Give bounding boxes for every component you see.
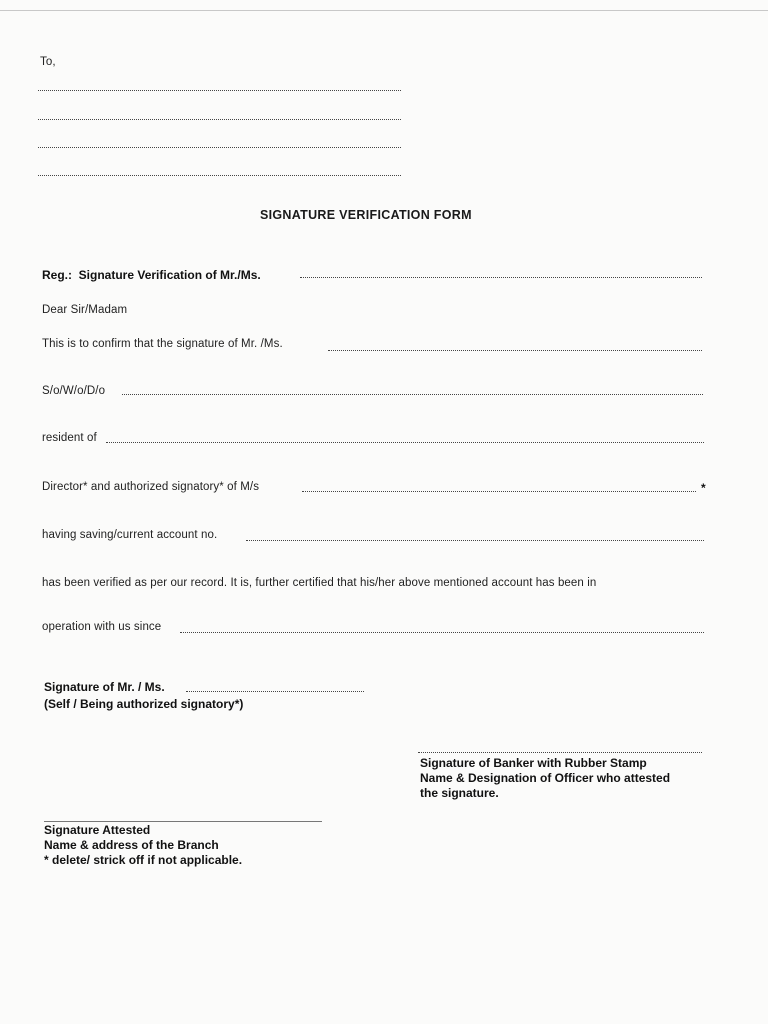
banker-line-1: Signature of Banker with Rubber Stamp (420, 756, 647, 770)
verified-text: has been verified as per our record. It is, further certified that his/her above mentioned account has been in (42, 577, 597, 589)
attested-line-3: * delete/ strick off if not applicable. (44, 853, 243, 867)
operation-since-field[interactable] (180, 632, 704, 633)
reg-name-field[interactable] (300, 277, 702, 278)
confirm-name-field[interactable] (328, 350, 702, 351)
signature-label: Signature of Mr. / Ms. (44, 680, 165, 694)
relation-label: S/o/W/o/D/o (42, 385, 106, 397)
attested-line-1: Signature Attested (44, 823, 151, 837)
attested-signature-line[interactable] (44, 821, 322, 822)
address-line-3[interactable] (38, 147, 401, 148)
attested-block (44, 823, 242, 868)
company-name-field[interactable] (302, 491, 696, 492)
banker-line-2: Name & Designation of Officer who attested (420, 771, 671, 785)
form-title: SIGNATURE VERIFICATION FORM (260, 208, 472, 222)
account-label: having saving/current account no. (42, 529, 218, 541)
salutation: Dear Sir/Madam (42, 304, 128, 316)
resident-field[interactable] (106, 442, 704, 443)
attested-line-2: Name & address of the Branch (44, 838, 219, 852)
to-label: To, (40, 56, 56, 68)
signature-field[interactable] (186, 691, 364, 692)
banker-signature-line[interactable] (418, 752, 702, 753)
director-marker: * (701, 481, 706, 495)
address-line-1[interactable] (38, 90, 401, 91)
resident-label: resident of (42, 432, 97, 444)
reg-prefix: Reg.: (42, 268, 72, 282)
banker-block (420, 756, 670, 801)
director-label: Director* and authorized signatory* of M/s (42, 481, 260, 493)
relation-field[interactable] (122, 394, 703, 395)
reg-line (42, 268, 261, 282)
account-number-field[interactable] (246, 540, 704, 541)
operation-label: operation with us since (42, 621, 162, 633)
banker-line-3: the signature. (420, 786, 499, 800)
address-line-2[interactable] (38, 119, 401, 120)
top-page-edge (0, 10, 768, 11)
confirm-text: This is to confirm that the signature of Mr. /Ms. (42, 338, 283, 350)
signature-sub: (Self / Being authorized signatory*) (44, 697, 244, 711)
reg-text: Signature Verification of Mr./Ms. (78, 268, 261, 282)
address-line-4[interactable] (38, 175, 401, 176)
